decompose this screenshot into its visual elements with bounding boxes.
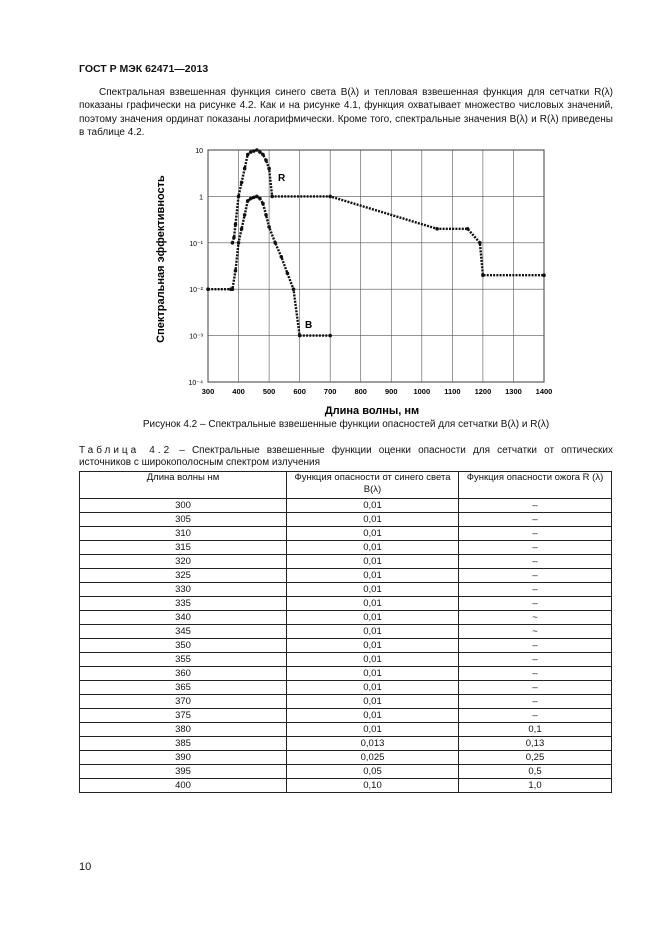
y-tick-label: 10⁻¹: [189, 240, 203, 248]
x-tick-label: 900: [385, 387, 398, 396]
cell-blue-light: 0,01: [287, 681, 459, 695]
data-point-b: [280, 255, 284, 259]
cell-burn: –: [459, 541, 612, 555]
y-tick-label: 1: [199, 194, 203, 202]
cell-burn: –: [459, 527, 612, 541]
cell-burn: –: [459, 639, 612, 653]
data-point-r: [270, 195, 274, 199]
y-tick-label: 10: [195, 148, 203, 155]
data-point-b: [298, 334, 302, 338]
cell-burn: –: [459, 681, 612, 695]
y-axis-label: Спектральная эффективность: [155, 175, 167, 343]
data-point-r: [234, 223, 238, 227]
table-row: [80, 681, 612, 695]
cell-blue-light: 0,01: [287, 583, 459, 597]
table-row: [80, 555, 612, 569]
table-row: [80, 723, 612, 737]
cell-burn: ~: [459, 625, 612, 639]
cell-burn: 1,0: [459, 779, 612, 793]
cell-wavelength: 360: [80, 667, 287, 681]
cell-burn: ~: [459, 611, 612, 625]
x-tick-label: 1400: [535, 387, 553, 396]
cell-wavelength: 345: [80, 625, 287, 639]
series-line-r: [232, 150, 544, 275]
table-row: [80, 611, 612, 625]
data-point-r: [243, 167, 247, 171]
data-point-b: [249, 197, 253, 201]
series-label-b: B: [305, 320, 313, 331]
cell-burn: –: [459, 499, 612, 513]
cell-wavelength: 350: [80, 639, 287, 653]
cell-wavelength: 310: [80, 527, 287, 541]
cell-burn: 0,1: [459, 723, 612, 737]
data-point-r: [246, 153, 250, 157]
cell-wavelength: 380: [80, 723, 287, 737]
data-point-b: [206, 287, 210, 291]
data-point-b: [328, 334, 332, 338]
document-header: ГОСТ Р МЭК 62471—2013: [79, 63, 209, 75]
cell-wavelength: 320: [80, 555, 287, 569]
cell-wavelength: 300: [80, 499, 287, 513]
cell-blue-light: 0,025: [287, 751, 459, 765]
table-row: [80, 695, 612, 709]
data-point-r: [249, 150, 253, 154]
cell-blue-light: 0,01: [287, 625, 459, 639]
table-row: [80, 779, 612, 793]
y-tick-label: 10⁻⁴: [188, 380, 203, 387]
y-tick-label: 10⁻³: [189, 333, 203, 341]
cell-blue-light: 0,013: [287, 737, 459, 751]
cell-wavelength: 385: [80, 737, 287, 751]
table-row: [80, 625, 612, 639]
cell-wavelength: 395: [80, 765, 287, 779]
header-blue-light: Функция опасности от синего света B(λ): [287, 472, 459, 499]
cell-burn: –: [459, 513, 612, 527]
cell-blue-light: 0,01: [287, 709, 459, 723]
cell-blue-light: 0,01: [287, 555, 459, 569]
spectral-chart: [150, 140, 553, 420]
data-point-b: [273, 241, 277, 245]
cell-blue-light: 0,05: [287, 765, 459, 779]
data-point-r: [261, 153, 265, 157]
table-row: [80, 639, 612, 653]
cell-burn: –: [459, 555, 612, 569]
cell-burn: –: [459, 653, 612, 667]
data-point-r: [240, 181, 244, 185]
data-point-r: [328, 195, 332, 199]
cell-wavelength: 365: [80, 681, 287, 695]
data-point-b: [264, 213, 268, 217]
cell-wavelength: 325: [80, 569, 287, 583]
data-point-b: [258, 197, 262, 201]
cell-blue-light: 0,01: [287, 569, 459, 583]
table-row: [80, 583, 612, 597]
cell-wavelength: 340: [80, 611, 287, 625]
data-point-b: [292, 287, 296, 291]
x-axis-label: Длина волны, нм: [324, 405, 420, 417]
cell-blue-light: 0,01: [287, 695, 459, 709]
data-point-b: [243, 213, 247, 217]
x-tick-label: 400: [232, 387, 245, 396]
data-point-b: [252, 196, 256, 200]
cell-wavelength: 355: [80, 653, 287, 667]
data-point-r: [267, 167, 271, 171]
cell-blue-light: 0,01: [287, 513, 459, 527]
cell-burn: –: [459, 695, 612, 709]
cell-burn: 0,13: [459, 737, 612, 751]
cell-burn: –: [459, 583, 612, 597]
data-point-b: [267, 225, 271, 229]
data-point-r: [466, 227, 470, 231]
cell-wavelength: 390: [80, 751, 287, 765]
data-point-b: [231, 287, 235, 291]
table-header-row: [80, 472, 612, 499]
x-tick-label: 300: [201, 387, 215, 396]
cell-burn: –: [459, 667, 612, 681]
table-row: [80, 709, 612, 723]
cell-burn: –: [459, 597, 612, 611]
cell-burn: 0,25: [459, 751, 612, 765]
cell-wavelength: 305: [80, 513, 287, 527]
x-tick-label: 1000: [413, 387, 431, 396]
cell-blue-light: 0,01: [287, 611, 459, 625]
cell-blue-light: 0,01: [287, 653, 459, 667]
cell-blue-light: 0,01: [287, 723, 459, 737]
data-point-r: [542, 273, 546, 277]
cell-wavelength: 335: [80, 597, 287, 611]
data-point-r: [478, 241, 482, 245]
cell-blue-light: 0,01: [287, 499, 459, 513]
table-row: [80, 765, 612, 779]
table-caption: [79, 445, 613, 469]
header-burn: Функция опасности ожога R (λ): [459, 472, 612, 499]
data-point-b: [255, 195, 259, 199]
table-row: [80, 513, 612, 527]
data-point-r: [264, 158, 268, 162]
y-tick-label: 10⁻²: [189, 287, 203, 295]
x-tick-label: 1300: [505, 387, 522, 396]
chart-ticks: [189, 148, 553, 396]
paragraph-text: Спектральная взвешенная функция синего света B(λ) и тепловая взвешенная функция для сетчатки R(λ) показаны графически на рисунке 4.2. Как и на рисунке 4.1, функция охватывает множество числовых значений, поэтому значения ординат показаны логарифмически. Кроме того, спектральные значения B(λ) и R(λ) приведены в таблице 4.2.: [79, 87, 613, 139]
table-row: [80, 751, 612, 765]
table-row: [80, 527, 612, 541]
page-number: 10: [79, 861, 92, 873]
data-point-b: [240, 227, 244, 231]
cell-burn: –: [459, 569, 612, 583]
table-row: [80, 499, 612, 513]
x-tick-label: 500: [262, 387, 276, 396]
cell-blue-light: 0,01: [287, 597, 459, 611]
cell-blue-light: 0,10: [287, 779, 459, 793]
x-tick-label: 700: [323, 387, 337, 396]
table-row: [80, 667, 612, 681]
table-row: [80, 569, 612, 583]
body-paragraph: [79, 86, 613, 140]
series-label-r: R: [278, 173, 286, 184]
table-row: [80, 653, 612, 667]
figure-caption: Рисунок 4.2 – Спектральные взвешенные функции опасностей для сетчатки B(λ) и R(λ): [142, 419, 550, 430]
x-tick-label: 800: [354, 387, 367, 396]
data-point-b: [286, 272, 290, 276]
cell-wavelength: 400: [80, 779, 287, 793]
cell-blue-light: 0,01: [287, 667, 459, 681]
table-row: [80, 597, 612, 611]
table-body: [80, 499, 612, 793]
data-point-r: [232, 236, 236, 240]
cell-blue-light: 0,01: [287, 527, 459, 541]
header-wavelength: Длина волны нм: [80, 472, 287, 499]
cell-burn: –: [459, 709, 612, 723]
data-point-r: [481, 273, 485, 277]
x-tick-label: 1200: [474, 387, 492, 396]
cell-blue-light: 0,01: [287, 639, 459, 653]
data-point-r: [252, 149, 256, 153]
chart-grid: [208, 150, 544, 382]
data-point-r: [255, 148, 259, 152]
data-point-b: [237, 241, 241, 245]
data-point-r: [237, 195, 241, 199]
data-point-r: [258, 150, 262, 154]
cell-burn: 0,5: [459, 765, 612, 779]
table-row: [80, 541, 612, 555]
cell-wavelength: 370: [80, 695, 287, 709]
cell-blue-light: 0,01: [287, 541, 459, 555]
cell-wavelength: 375: [80, 709, 287, 723]
data-point-b: [234, 269, 238, 273]
table-caption-text: – Спектральные взвешенные функции оценки опасности для сетчатки от оптических источников с широкополосным спектром излучения: [79, 445, 613, 468]
x-tick-label: 600: [293, 387, 306, 396]
plot-frame: [208, 150, 544, 382]
table-row: [80, 737, 612, 751]
data-point-b: [261, 202, 265, 206]
data-point-r: [231, 241, 235, 245]
spectral-table: [79, 471, 612, 793]
table-label: Таблица 4.2: [79, 445, 173, 456]
cell-wavelength: 315: [80, 541, 287, 555]
data-point-b: [246, 199, 250, 203]
cell-wavelength: 330: [80, 583, 287, 597]
x-tick-label: 1100: [444, 387, 461, 396]
data-point-r: [435, 227, 439, 231]
